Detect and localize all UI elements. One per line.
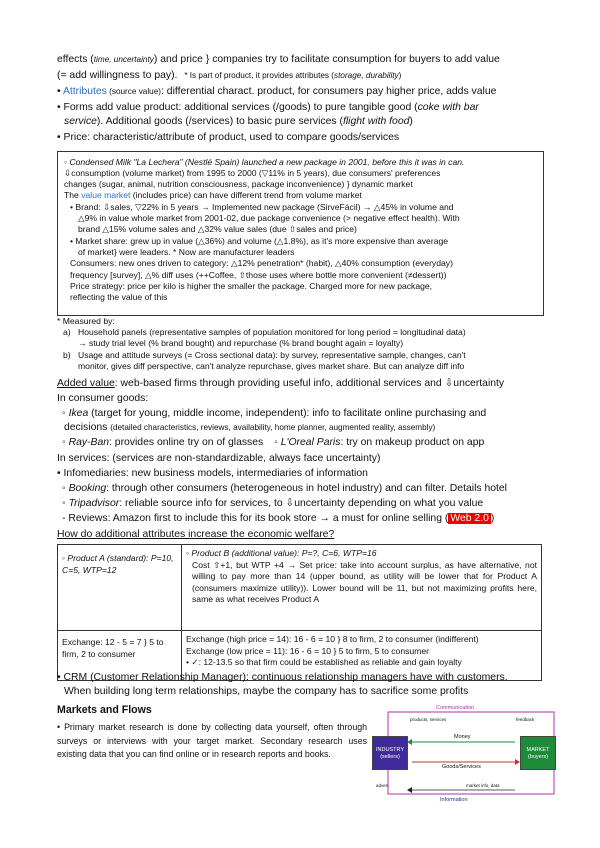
reviews-item [62, 512, 560, 526]
text: : differential charact. product, for consumers pay higher price, adds value [161, 86, 497, 97]
table-row [58, 545, 542, 631]
text: The [64, 190, 82, 200]
forms-bullet [57, 101, 560, 115]
product-b-text: Cost ⇧+1, but WTP +4 → Set price: take into account surplus, as have alternative, not willing to pay more than 14 (upper bound, as utility will be lower that for Product A (consumers maximize utility)). Lower bound will be 11, but not maximizing profits here, same as what receives Product A [192, 559, 537, 604]
text: market info, data [466, 783, 500, 788]
text: reflecting the value of this [70, 292, 168, 302]
text: Price strategy: price per kilo is higher the smaller the package. Charged more for new package, [70, 281, 433, 291]
attributes-bullet [57, 85, 560, 99]
text: storage, durability [334, 71, 399, 80]
text: • Price: characteristic/attribute of product, used to compare goods/services [57, 132, 400, 143]
text: △9% in value whole market from 2001-02, due package convenience (> negative effect health). With [78, 213, 460, 223]
bullet: ◦ [62, 408, 69, 419]
text: • Market share: grew up in value (△36%) and volume (△1.8%), as it's more expensive than average [70, 236, 449, 246]
text: products, services [410, 717, 447, 722]
text: ) [490, 513, 495, 524]
industry-node: INDUSTRY (sellers) [372, 736, 408, 770]
text: Tripadvisor [68, 498, 120, 509]
text: flight with food [342, 116, 410, 127]
text: advert. [376, 783, 390, 788]
text: : reliable source info for services, to ⇩uncertainty depending on what you value [119, 498, 484, 509]
text: * Is part of product, it provides attributes ( [184, 71, 335, 80]
text: Exchange (low price = 11): 16 - 6 = 10 } 5 to firm, 5 to consumer [186, 645, 429, 656]
market-node: MARKET (buyers) [520, 736, 556, 770]
rayban-loreal-item [62, 436, 560, 450]
web2-highlight: Web 2.0 [450, 513, 489, 524]
text: ⇩consumption (volume market) from 1995 to 2000 (▽11% in 5 years), due consumers' preferences [64, 168, 441, 178]
text: : try on makeup product on app [340, 437, 485, 448]
intro-line-1 [57, 53, 560, 67]
text: Ray-Ban [68, 437, 110, 448]
markets-flows-diagram [370, 704, 575, 806]
text: Ikea [68, 408, 89, 419]
product-a-cell: ◦ Product A (standard): P=10, C=5, WTP=12 [58, 545, 182, 631]
arrow-head [407, 787, 412, 793]
value-market-term: value market [81, 190, 131, 200]
text: coke with bar [417, 102, 479, 113]
text: Exchange (high price = 14): 16 - 6 = 10 } 8 to firm, 2 to consumer (indifferent) [186, 634, 479, 644]
information-label: Information [440, 797, 468, 803]
text: : web-based firms through providing useful info, additional services and ⇩uncertainty [114, 378, 505, 389]
added-value-heading: Added value [57, 378, 115, 389]
text: (includes price) can have different trend from volume market [130, 190, 362, 200]
text: brand △15% volume sales and △32% value sales (due ⇧sales and price) [78, 224, 357, 234]
text: ). Additional goods (/services) to basic pure services ( [96, 116, 343, 127]
text: ) and price } companies try to facilitate consumption for buyers to add value [153, 54, 500, 65]
value-market-line [64, 190, 362, 201]
text: (detailed characteristics, reviews, availability, home planner, augmented reality, assembly) [110, 423, 436, 432]
text: • Brand: ⇩sales, ▽22% in 5 years → Implemented new package (SirveFácil) → △45% in volume and [70, 202, 454, 212]
list-marker: a) [63, 327, 71, 337]
goods-label: Goods/Services [442, 764, 481, 770]
text: → study trial level (% brand bought) and repurchase (% brand bought again = loyalty) [78, 338, 404, 348]
bullet: ◦ [62, 437, 69, 448]
exchange-a-cell: Exchange: 12 - 5 = 7 } 5 to firm, 2 to consumer [58, 631, 182, 681]
measured-title: * Measured by: [57, 316, 115, 326]
added-value-line [57, 377, 560, 391]
text: service [64, 116, 97, 127]
welfare-table [57, 544, 542, 681]
attributes-term: Attributes [62, 86, 107, 97]
bullet: ◦ [274, 437, 281, 448]
text: ) [398, 71, 402, 80]
text: : provides online try on of glasses [109, 437, 264, 448]
bullet: • [57, 86, 63, 97]
text: of market} were leaders. * Now are manufacturer leaders [78, 247, 295, 257]
text: changes (sugar, animal, nutrition consciousness, package inconvenience) } dynamic market [64, 179, 413, 189]
bullet: ◦ [62, 498, 69, 509]
bullet: ◦ [62, 483, 69, 494]
crm-bullet-cont: When building long term relationships, maybe the company has to sacrifice some profits [64, 686, 469, 697]
intro-line-2 [57, 69, 560, 83]
money-label: Money [454, 734, 471, 740]
text: : through other consumers (heterogeneous in hotel industry) and can filter. Details hotel [106, 483, 507, 494]
ikea-item [62, 407, 560, 421]
text: time, uncertainty [93, 55, 154, 64]
markets-heading: Markets and Flows [57, 704, 152, 716]
consumer-goods-heading: In consumer goods: [57, 393, 149, 404]
text: - Reviews: Amazon first to include this for its book store → a must for online selling ( [62, 513, 449, 524]
price-bullet [57, 131, 560, 145]
text: Usage and attitude surveys (= Cross sectional data): by survey, representative sample, changes, can't [78, 350, 466, 360]
lechera-case-box [57, 151, 544, 316]
text: feedback [516, 717, 535, 722]
case-title: ◦ Condensed Milk "La Lechera" (Nestlé Spain) launched a new package in 2001, before this it was in can. [64, 157, 465, 167]
text: ) [409, 116, 413, 127]
text: (target for young, middle income, independent): info to facilitate online purchasing and [88, 408, 487, 419]
product-b-heading: ◦ Product B (additional value): P=?, C=6, WTP=16 [186, 548, 377, 558]
services-heading: In services: (services are non-standardizable, always face uncertainty) [57, 453, 381, 464]
text: effects ( [57, 54, 94, 65]
ikea-item-cont [64, 421, 560, 435]
product-b-cell [182, 545, 542, 631]
text: • ✓: 12-13.5 so that firm could be established as reliable and gain loyalty [186, 657, 462, 667]
text: (= add willingness to pay). [57, 70, 178, 81]
text: frequency [survey], △% diff uses (++Coffee, ⇧those uses where bottle more convenient (≠dessert)) [70, 270, 447, 280]
forms-bullet-cont [64, 115, 560, 129]
booking-item [62, 482, 560, 496]
text: Household panels (representative samples of population monitored for long period = longitudinal data) [78, 327, 466, 337]
communication-label: Communication [436, 705, 475, 711]
welfare-heading: How do additional attributes increase the economic welfare? [57, 529, 335, 540]
text: • Forms add value product: additional services (/goods) to pure tangible good ( [57, 102, 418, 113]
text: (source value) [106, 87, 162, 96]
text: L'Oreal Paris [280, 437, 341, 448]
list-marker: b) [63, 350, 71, 360]
tripadvisor-item [62, 497, 560, 511]
infomediaries-bullet: • Infomediaries: new business models, intermediaries of information [57, 468, 368, 479]
text: monitor, gives diff perspective, can't analyze repurchase, gives market share. But can analyze diff info [78, 361, 465, 371]
crm-bullet: • CRM (Customer Relationship Manager): continuous relationship managers have with customers. [57, 672, 508, 683]
text: decisions [64, 422, 111, 433]
text: Consumers: new ones driven to category: △12% penetration* (habit), △40% consumption (everyday) [70, 258, 453, 268]
text: Booking [68, 483, 107, 494]
markets-text: • Primary market research is done by collecting data yourself, often through surveys or interviews with your target market. Secondary research uses existing data that you can find online or in research reports and books. [57, 722, 367, 759]
